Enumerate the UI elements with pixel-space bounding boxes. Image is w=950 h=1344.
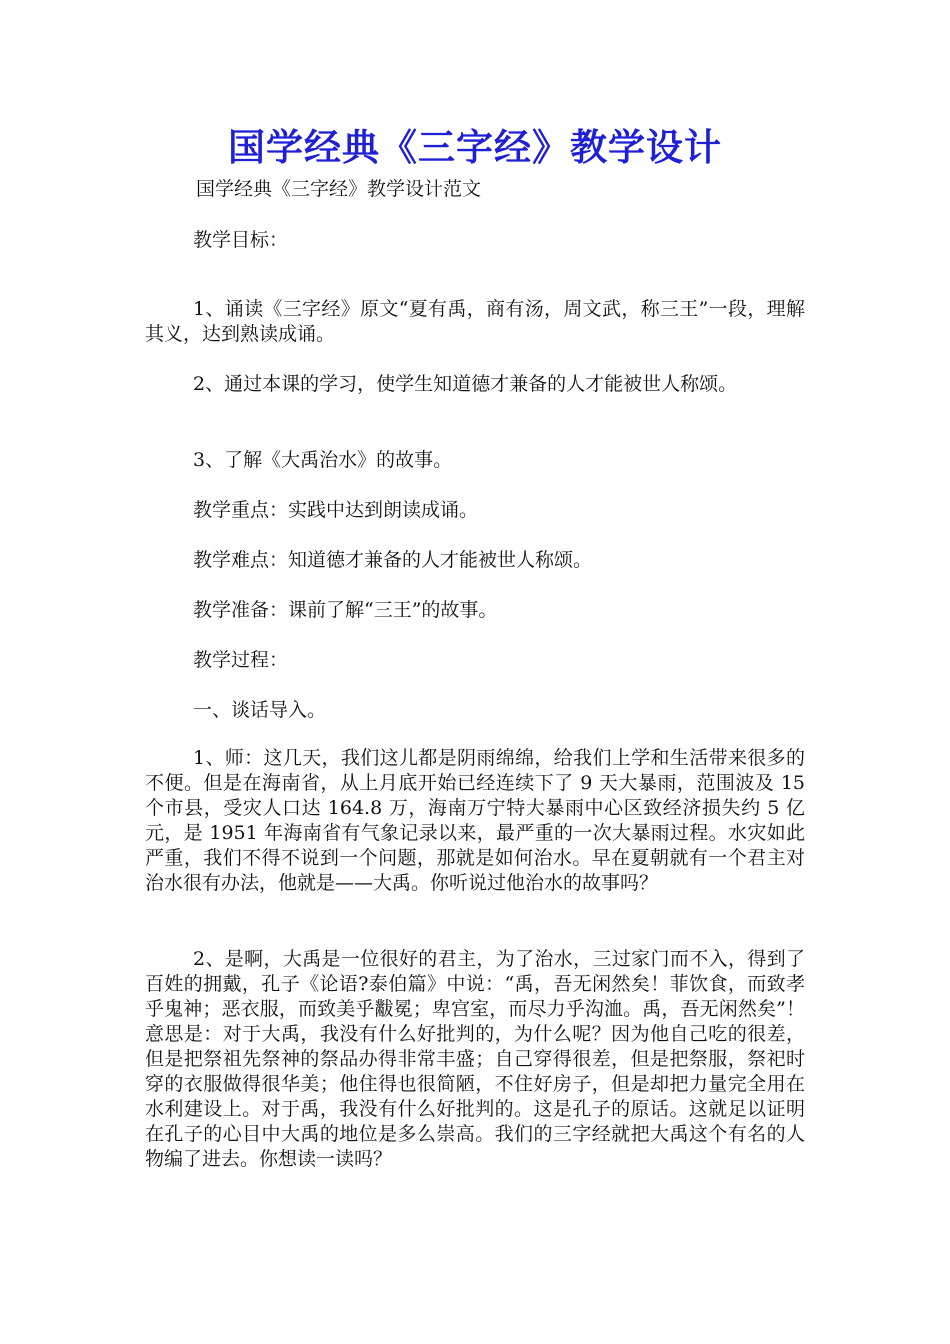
paragraph-step-1: 1、师：这几天，我们这儿都是阴雨绵绵，给我们上学和生活带来很多的不便。但是在海南省，从上月底开始已经连续下了 9 天大暴雨，范围波及 15 个市县，受灾人口达 164.8 万，海南万宁特大暴雨中心区致经济损失约 5 亿元，是 1951 年海南省有气象记录以来，最严重的一次大暴雨过程。水灾如此严重，我们不得不说到一个问题，那就是如何治水。早在夏朝就有一个君主对治水很有办法，他就是——大禹。你听说过他治水的故事吗？ [145,747,805,894]
paragraph-key-point: 教学重点：实践中达到朗读成诵。 [193,499,479,521]
paragraph-preparation: 教学准备：课前了解“三王”的故事。 [193,599,498,621]
paragraph-process-heading: 教学过程： [193,649,289,671]
paragraph-goal-1: 1、诵读《三字经》原文“夏有禹，商有汤，周文武，称三王”一段，理解其义，达到熟读成诵。 [145,298,805,345]
paragraph-teaching-goals-heading: 教学目标： [193,229,289,251]
document-title: 国学经典《三字经》教学设计 [228,126,722,169]
paragraph-goal-2: 2、通过本课的学习，使学生知道德才兼备的人才能被世人称颂。 [193,373,738,395]
paragraph-step-2: 2、是啊，大禹是一位很好的君主，为了治水，三过家门而不入，得到了百姓的拥戴，孔子《论语?泰伯篇》中说：“禹，吾无闲然矣！菲饮食，而致孝乎鬼神；恶衣服，而致美乎黻冕；卑宫室，而尽力乎沟洫。禹，吾无闲然矣”！意思是：对于大禹，我没有什么好批判的，为什么呢？因为他自己吃的很差，但是把祭祖先祭神的祭品办得非常丰盛；自己穿得很差，但是把祭服，祭祀时穿的衣服做得很华美；他住得也很简陋，不住好房子，但是却把力量完全用在水利建设上。对于禹，我没有什么好批判的。这是孔子的原话。这就足以证明在孔子的心目中大禹的地位是多么崇高。我们的三字经就把大禹这个有名的人物编了进去。你想读一读吗？ [145,948,805,1170]
document-subtitle: 国学经典《三字经》教学设计范文 [196,178,482,200]
paragraph-difficulty: 教学难点：知道德才兼备的人才能被世人称颂。 [193,549,593,571]
paragraph-section-1-heading: 一、谈话导入。 [193,699,327,721]
paragraph-goal-3: 3、了解《大禹治水》的故事。 [193,449,453,471]
